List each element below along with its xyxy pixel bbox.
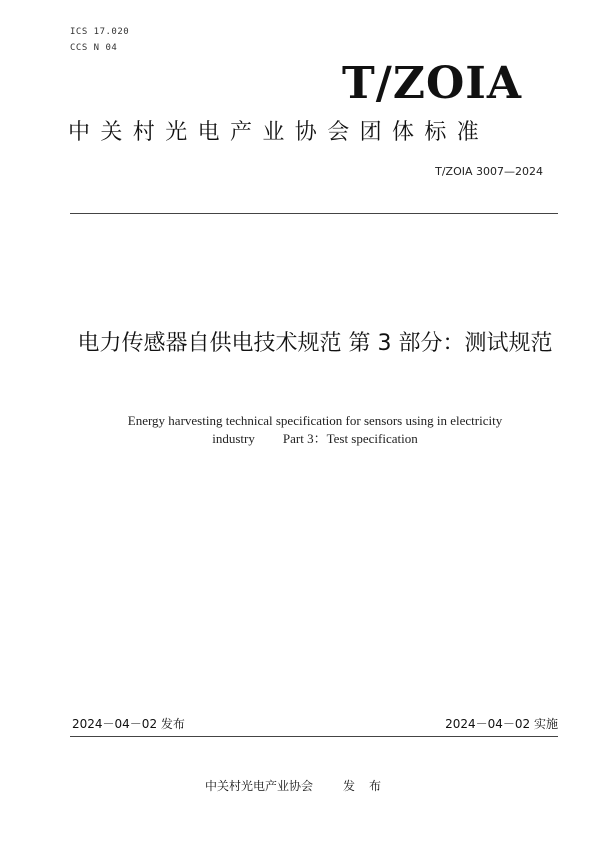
english-title xyxy=(60,412,570,448)
standard-number: T/ZOIA 3007—2024 xyxy=(435,165,543,178)
english-title-line-1: Energy harvesting technical specification for sensors using in electricity xyxy=(127,413,503,428)
publish-date: 2024－04－02 发布 xyxy=(72,717,185,731)
english-title-part: Part 3：Test specification xyxy=(282,431,418,446)
ics-code: ICS 17.020 xyxy=(70,27,130,37)
organization-code: T/ZOIA xyxy=(342,58,522,109)
bottom-divider xyxy=(70,736,558,737)
implement-date: 2024－04－02 实施 xyxy=(445,717,558,731)
chinese-title: 电力传感器自供电技术规范 第 3 部分：测试规范 xyxy=(77,331,553,356)
ccs-code: CCS N 04 xyxy=(70,43,118,53)
top-divider xyxy=(70,213,558,214)
english-title-line-2 xyxy=(60,430,570,448)
english-title-industry: industry xyxy=(212,431,255,446)
issue-word: 发布 xyxy=(343,779,396,793)
organization-standard-name: 中关村光电产业协会团体标准 xyxy=(68,120,490,145)
issuer-name: 中关村光电产业协会 xyxy=(204,779,313,793)
issuer-line xyxy=(0,777,600,794)
